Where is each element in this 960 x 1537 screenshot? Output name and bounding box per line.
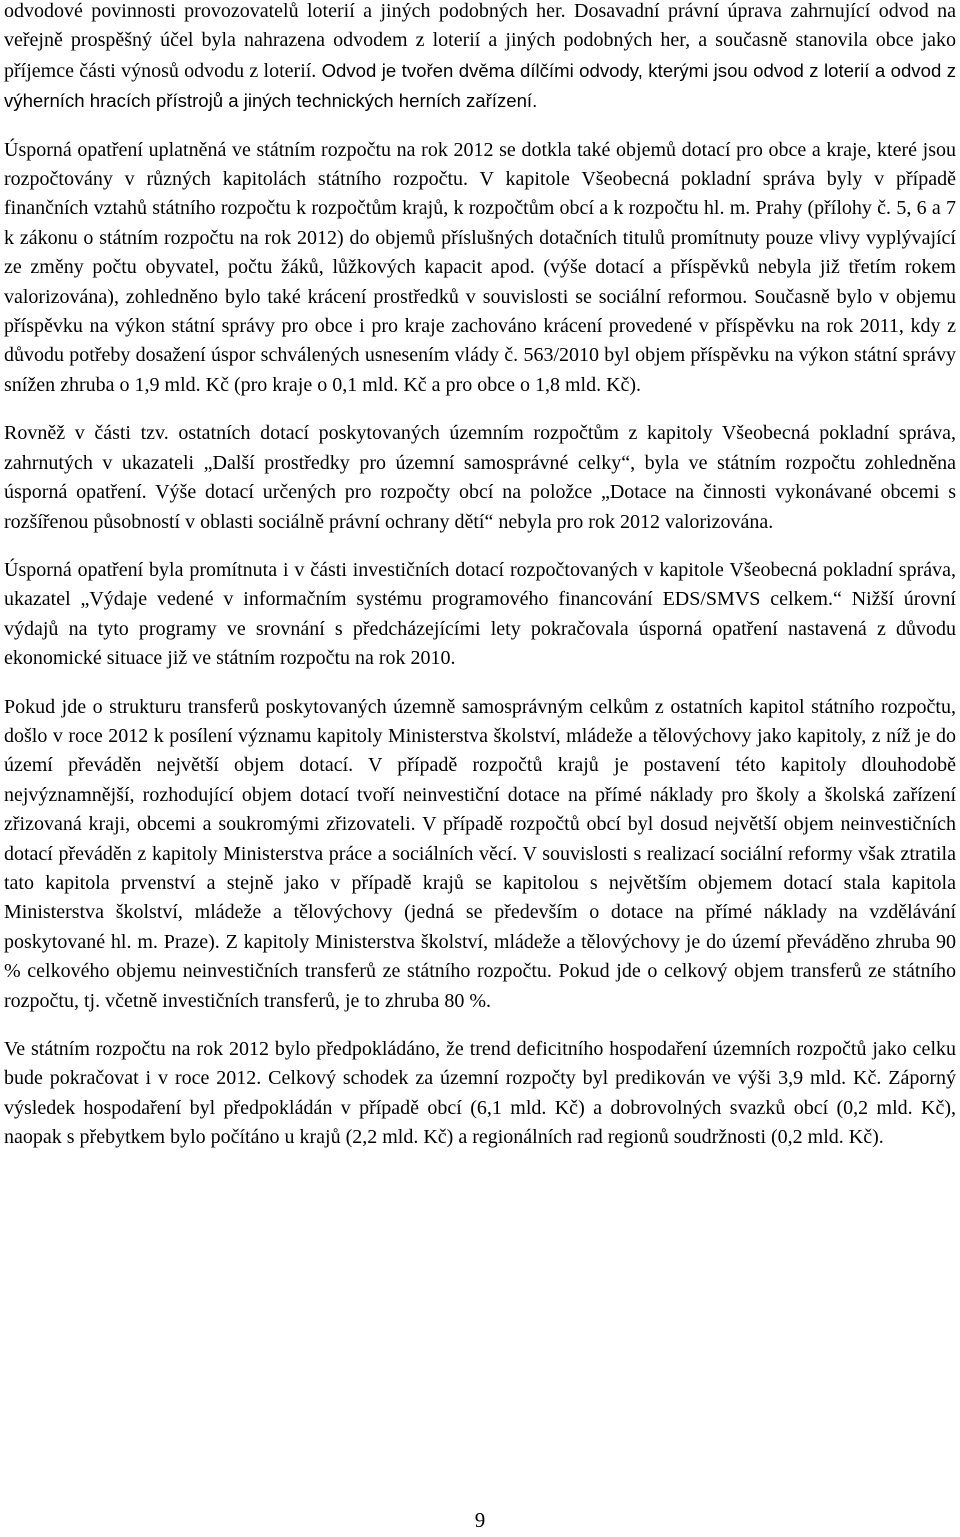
paragraph-deficit-forecast [4,1035,956,1153]
paragraph-other-subsidies [4,419,956,537]
paragraph-austerity-measures [4,136,956,401]
document-page [4,0,956,1172]
paragraph-transfer-structure-text: Pokud jde o strukturu transferů poskytovaných územně samosprávným celkům z ostatních kapitol státního rozpočtu, došlo v roce 2012 k posílení významu kapitoly Ministerstva školství, mládeže a tělovýchovy jako kapitoly, z níž je do území převáděn největší objem dotací. V případě rozpočtů krajů je postavení této kapitoly dlouhodobě nejvýznamnější, rozhodující objem dotací tvoří neinvestiční dotace na přímé náklady pro školy a školská zařízení zřizovaná kraji, obcemi a soukromými zřizovateli. V případě rozpočtů obcí byl dosud největší objem neinvestičních dotací převáděn z kapitoly Ministerstva práce a sociálních věcí. V souvislosti s realizací sociální reformy však ztratila tato kapitola prvenství a stejně jako v případě krajů se kapitolou s největším objemem dotací stala kapitola Ministerstva školství, mládeže a tělovýchovy (jedná se především o dotace na přímé náklady na vzdělávání poskytované hl. m. Praze). Z kapitoly Ministerstva školství, mládeže a tělovýchovy je do území převáděno zhruba 90 % celkového objemu neinvestičních transferů ze státního rozpočtu. Pokud jde o celkový objem transferů ze státního rozpočtu, tj. včetně investičních transferů, je to zhruba 80 %. [4,695,956,1012]
paragraph-lottery-levy-text: odvodové povinnosti provozovatelů loterií a jiných podobných her. Dosavadní právní úprava zahrnující odvod na veřejně prospěšný účel byla nahrazena odvodem z loterií a jiných podobných her, a současně stanovila obce jako příjemce části výnosů odvodu z loterií. [4,0,956,82]
paragraph-investment-subsidies-text: Úsporná opatření byla promítnuta i v části investičních dotací rozpočtovaných v kapitole Všeobecná pokladní správa, ukazatel „Výdaje vedené v informačním systému programového financování EDS/SMVS celkem.“ Nižší úrovní výdajů na tyto programy ve srovnání s předcházejícími lety pokračovala úsporná opatření nastavená z důvodu ekonomické situace již ve státním rozpočtu na rok 2010. [4,558,956,670]
paragraph-lottery-levy [4,0,956,117]
paragraph-other-subsidies-text: Rovněž v části tzv. ostatních dotací poskytovaných územním rozpočtům z kapitoly Všeobecná pokladní správa, zahrnutých v ukazateli „Další prostředky pro územní samosprávné celky“, byla ve státním rozpočtu zohledněna úsporná opatření. Výše dotací určených pro rozpočty obcí na položce „Dotace na činnosti vykonávané obcemi s rozšířenou působností v oblasti sociálně právní ochrany dětí“ nebyla pro rok 2012 valorizována. [4,422,956,533]
paragraph-austerity-measures-text: Úsporná opatření uplatněná ve státním rozpočtu na rok 2012 se dotkla také objemů dotací pro obce a kraje, které jsou rozpočtovány v různých kapitolách státního rozpočtu. V kapitole Všeobecná pokladní správa byly v případě finančních vztahů státního rozpočtu k rozpočtům krajů, k rozpočtům obcí a k rozpočtu hl. m. Prahy (přílohy č. 5, 6 a 7 k zákonu o státním rozpočtu na rok 2012) do objemů příslušných dotačních titulů promítnuty pouze vlivy vyplývající ze změny počtu obyvatel, počtu žáků, lůžkových kapacit apod. (výše dotací a příspěvků nebyla již třetím rokem valorizována), zohledněno bylo také krácení prostředků v souvislosti se sociální reformou. Současně bylo v objemu příspěvku na výkon státní správy pro obce i pro kraje zachováno krácení provedené v příspěvku na rok 2011, kdy z důvodu potřeby dosažení úspor schválených usnesením vlády č. 563/2010 byl objem příspěvku na výkon státní správy snížen zhruba o 1,9 mld. Kč (pro kraje o 0,1 mld. Kč a pro obce o 1,8 mld. Kč). [4,138,956,396]
paragraph-lottery-levy-sans-text: Odvod je tvořen dvěma dílčími odvody, kterými jsou odvod z loterií a odvod z výherních hracích přístrojů a jiných technických herních zařízení. [4,59,956,112]
page-number: 9 [474,1508,486,1532]
paragraph-deficit-forecast-text: Ve státním rozpočtu na rok 2012 bylo předpokládáno, že trend deficitního hospodaření územních rozpočtů jako celku bude pokračovat i v roce 2012. Celkový schodek za územní rozpočty byl predikován ve výši 3,9 mld. Kč. Záporný výsledek hospodaření byl předpokládán v případě obcí (6,1 mld. Kč) a dobrovolných svazků obcí (0,2 mld. Kč), naopak s přebytkem bylo počítáno u krajů (2,2 mld. Kč) a regionálních rad regionů soudržnosti (0,2 mld. Kč). [4,1038,956,1149]
paragraph-transfer-structure [4,693,956,1016]
paragraph-investment-subsidies [4,556,956,674]
